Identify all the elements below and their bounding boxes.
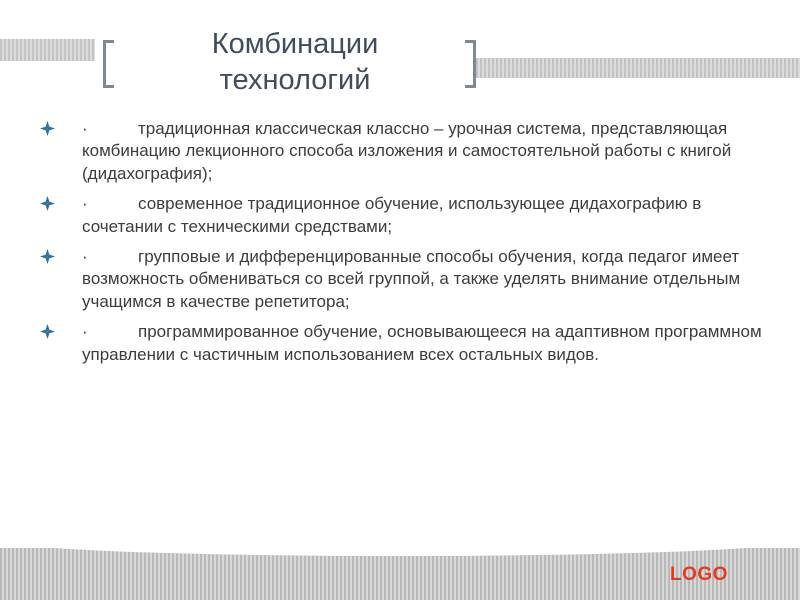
item-text: программированное обучение, основывающееся на адаптивном программном управлении с частичным использованием всех остальных видов. <box>82 322 762 364</box>
bullet-list <box>40 118 780 374</box>
title-bracket-right <box>465 40 476 88</box>
diamond-bullet-icon <box>40 196 55 211</box>
item-dot: · <box>82 194 88 214</box>
item-text: современное традиционное обучение, использующее дидахографию в сочетании с техническими средствами; <box>82 194 702 236</box>
item-dot: · <box>82 322 88 342</box>
header-stripe-left <box>0 39 95 61</box>
item-text: групповые и дифференцированные способы обучения, когда педагог имеет возможность обмениваться со всей группой, а также уделять внимание отдельным учащимся в качестве репетитора; <box>82 247 741 311</box>
header-stripe-right <box>476 58 800 78</box>
title-line-1: Комбинации <box>211 28 379 60</box>
list-item <box>40 321 780 366</box>
diamond-bullet-icon <box>40 249 55 264</box>
list-item <box>40 118 780 185</box>
diamond-bullet-icon <box>40 121 55 136</box>
slide-title <box>150 26 440 98</box>
item-text: традиционная классическая классно – урочная система, представляющая комбинацию лекционного способа изложения и самостоятельной работы с книгой (дидахография); <box>82 119 732 183</box>
item-dot: · <box>82 119 88 138</box>
item-dot: · <box>82 247 88 267</box>
list-item <box>40 193 780 238</box>
title-line-2: технологий <box>219 64 371 96</box>
list-item <box>40 246 780 313</box>
diamond-bullet-icon <box>40 324 55 339</box>
title-bracket-left <box>103 40 114 88</box>
logo: LOGO <box>670 564 728 585</box>
